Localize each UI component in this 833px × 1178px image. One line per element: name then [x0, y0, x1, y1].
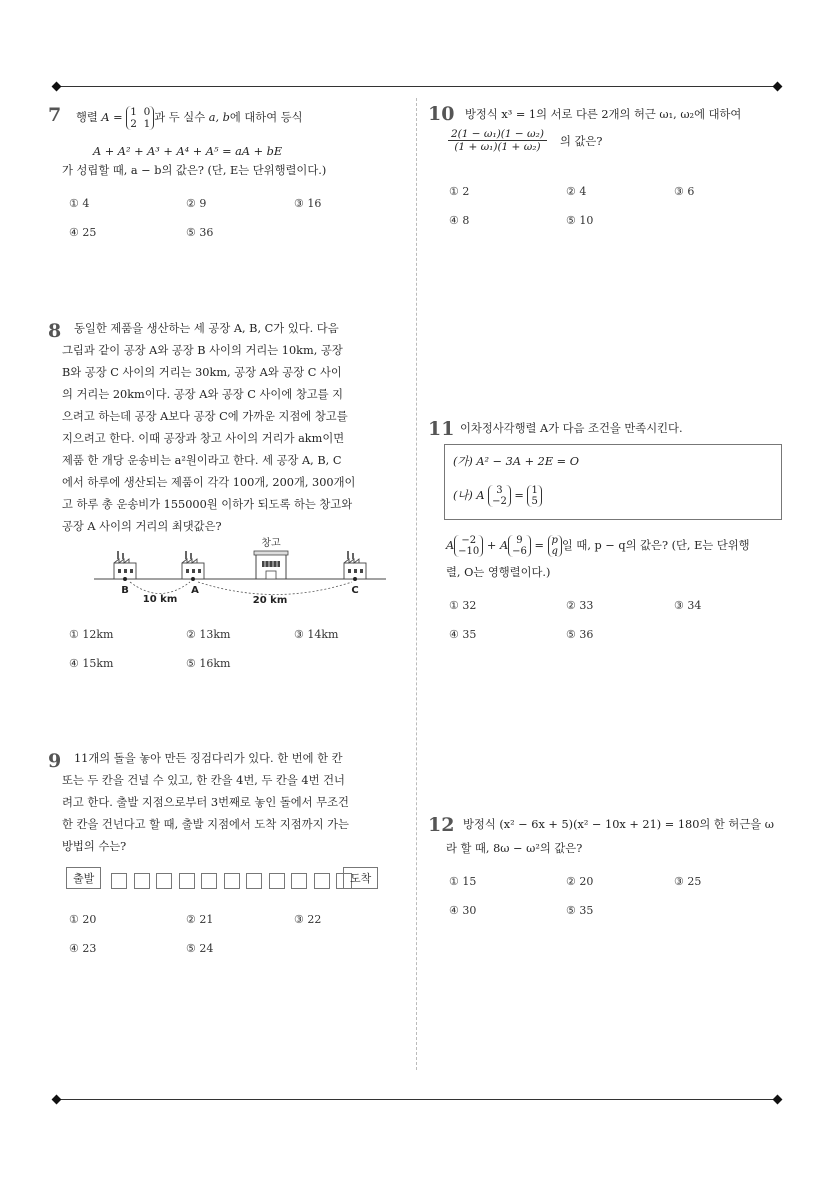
- question-text: A −2 −10 + A 9 −6 = p q 일 때, p − q의 값은? (단, E는 단위행: [446, 535, 750, 557]
- question-text: 방정식 x³ = 1의 서로 다른 2개의 허근 ω₁, ω₂에 대하여: [465, 108, 742, 121]
- factory-c-icon: [344, 551, 366, 579]
- point-c-label: C: [351, 585, 359, 596]
- choice-1[interactable]: ① 15: [449, 875, 477, 888]
- question-number: 10: [428, 103, 455, 125]
- stone-7: [246, 873, 262, 889]
- start-label: 출발: [66, 867, 101, 889]
- bottom-rule-left-dot: [52, 1095, 62, 1105]
- point-b-label: B: [121, 585, 129, 596]
- question-text: 방정식 (x² − 6x + 5)(x² − 10x + 21) = 180의 한 허근을 ω: [463, 818, 774, 831]
- warehouse-icon: [254, 551, 288, 579]
- vector-entry: 9: [516, 535, 523, 546]
- choice-5[interactable]: ⑤ 10: [566, 214, 594, 227]
- fraction: [448, 128, 547, 153]
- vector-entry: q: [551, 546, 558, 557]
- q8-line-4: 의 거리는 20km이다. 공장 A와 공장 C 사이에 창고를 지: [62, 388, 344, 401]
- factory-b-icon: [114, 551, 136, 579]
- question-text: [62, 318, 402, 538]
- choice-5[interactable]: ⑤ 36: [566, 628, 594, 641]
- stone-9: [291, 873, 307, 889]
- choice-3[interactable]: ③ 25: [674, 875, 702, 888]
- choice-2[interactable]: ② 33: [566, 599, 594, 612]
- q7-matrix-row2: 2 1: [130, 118, 151, 130]
- stone-10: [314, 873, 330, 889]
- q8-line-8: 에서 하루에 생산되는 제품이 각각 100개, 200개, 300개이: [62, 476, 356, 489]
- vector-entry: 5: [531, 496, 538, 507]
- q11-line2-tail: 일 때, p − q의 값은? (단, E는 단위행: [561, 539, 750, 552]
- q8-line-1: 동일한 제품을 생산하는 세 공장 A, B, C가 있다. 다음: [74, 322, 339, 335]
- distance-label-ac: 20 km: [252, 595, 288, 606]
- choice-4[interactable]: ④ 8: [449, 214, 470, 227]
- distance-arc-ba: [130, 582, 190, 594]
- choice-4[interactable]: ④ 35: [449, 628, 477, 641]
- question-text: [62, 748, 402, 858]
- stone-3: [156, 873, 172, 889]
- condition-a: (가) A² − 3A + 2E = O: [453, 455, 579, 468]
- choice-5[interactable]: ⑤ 35: [566, 904, 594, 917]
- q9-line-4: 한 칸을 건넌다고 할 때, 출발 지점에서 도착 지점까지 가는: [62, 818, 349, 831]
- question-text: 이차정사각행렬 A가 다음 조건을 만족시킨다.: [460, 422, 683, 435]
- q8-line-10: 공장 A 사이의 거리의 최댓값은?: [62, 520, 222, 533]
- condition-box: [444, 444, 782, 520]
- point-a-label: A: [191, 585, 199, 596]
- q7-line1c: 과 두 실수: [154, 111, 206, 124]
- choice-2[interactable]: ② 21: [186, 913, 214, 926]
- distance-label-ba: 10 km: [142, 594, 178, 605]
- fraction-denominator: (1 + ω₁)(1 + ω₂): [454, 141, 541, 153]
- vector-entry: −2: [492, 496, 507, 507]
- q7-line1e: 에 대하여 등식: [229, 111, 303, 124]
- factory-distance-figure: [90, 535, 390, 610]
- vector-1: [454, 535, 483, 557]
- q7-matrix: [126, 106, 154, 130]
- q9-line-5: 방법의 수는?: [62, 840, 127, 853]
- choice-3[interactable]: ③ 6: [674, 185, 695, 198]
- choice-1[interactable]: ① 32: [449, 599, 477, 612]
- question-text: 렬, O는 영행렬이다.): [446, 566, 551, 579]
- choice-3[interactable]: ③ 22: [294, 913, 322, 926]
- vector-entry: −10: [458, 546, 480, 557]
- condition-b: (나) A 3 −2 = 1 5: [453, 485, 542, 507]
- choice-5[interactable]: ⑤ 24: [186, 942, 214, 955]
- stone-8: [269, 873, 285, 889]
- fraction-expression: [448, 128, 602, 153]
- condition-b-label: (나) A: [453, 489, 485, 502]
- end-label: 도착: [343, 867, 378, 889]
- q8-line-9: 고 하루 총 운송비가 155000원 이하가 되도록 하는 창고와: [62, 498, 353, 511]
- equation: A + A² + A³ + A⁴ + A⁵ = aA + bE: [93, 145, 283, 158]
- choice-4[interactable]: ④ 25: [69, 226, 97, 239]
- q7-matrix-row1: 1 0: [130, 106, 151, 118]
- question-text: 가 성립할 때, a − b의 값은? (단, E는 단위행렬이다.): [62, 164, 327, 177]
- choice-3[interactable]: ③ 34: [674, 599, 702, 612]
- vector-3: [548, 535, 562, 557]
- question-number: 11: [428, 418, 455, 440]
- column-divider: [416, 98, 417, 1070]
- point-c-marker: [353, 577, 357, 581]
- factory-a-icon: [182, 551, 204, 579]
- condition-b-vector-left: [488, 485, 511, 507]
- question-text: [76, 106, 303, 130]
- choice-4[interactable]: ④ 23: [69, 942, 97, 955]
- stone-5: [201, 873, 217, 889]
- vector-entry: 1: [531, 485, 538, 496]
- q7-line1d: a, b: [208, 111, 230, 124]
- stone-1: [111, 873, 127, 889]
- choice-1[interactable]: ① 12km: [69, 628, 114, 641]
- bottom-rule: [56, 1099, 778, 1100]
- choice-4[interactable]: ④ 15km: [69, 657, 114, 670]
- choice-2[interactable]: ② 20: [566, 875, 594, 888]
- stone-2: [134, 873, 150, 889]
- vector-entry: −2: [461, 535, 477, 546]
- question-number: 12: [428, 814, 455, 836]
- choice-5[interactable]: ⑤ 16km: [186, 657, 231, 670]
- stepping-stones: [111, 870, 359, 889]
- top-rule: [56, 86, 778, 87]
- vector-entry: −6: [512, 546, 527, 557]
- choice-1[interactable]: ① 2: [449, 185, 470, 198]
- choice-2[interactable]: ② 13km: [186, 628, 231, 641]
- choice-2[interactable]: ② 9: [186, 197, 207, 210]
- choice-3[interactable]: ③ 16: [294, 197, 322, 210]
- distance-arc-ac: [198, 582, 352, 595]
- q10-line2: 의 값은?: [560, 134, 603, 148]
- point-b-marker: [123, 577, 127, 581]
- question-text: 라 할 때, 8ω − ω²의 값은?: [446, 842, 583, 855]
- q7-line1b: A =: [101, 111, 123, 124]
- stone-4: [179, 873, 195, 889]
- choice-1[interactable]: ① 20: [69, 913, 97, 926]
- top-rule-right-dot: [773, 82, 783, 92]
- question-number: 9: [48, 750, 62, 772]
- choice-5[interactable]: ⑤ 36: [186, 226, 214, 239]
- question-number: 7: [48, 104, 62, 126]
- q9-line-2: 또는 두 칸을 건널 수 있고, 한 칸을 4번, 두 칸을 4번 건너: [62, 774, 345, 787]
- vector-entry: 3: [496, 485, 503, 496]
- q8-line-5: 으려고 하는데 공장 A보다 공장 C에 가까운 지점에 창고를: [62, 410, 348, 423]
- bottom-rule-right-dot: [773, 1095, 783, 1105]
- top-rule-left-dot: [52, 82, 62, 92]
- q8-line-6: 지으려고 한다. 이때 공장과 창고 사이의 거리가 akm이면: [62, 432, 345, 445]
- choice-4[interactable]: ④ 30: [449, 904, 477, 917]
- choice-1[interactable]: ① 4: [69, 197, 90, 210]
- q8-line-2: 그림과 같이 공장 A와 공장 B 사이의 거리는 10km, 공장: [62, 344, 343, 357]
- question-number: 8: [48, 320, 62, 342]
- q9-line-1: 11개의 돌을 놓아 만든 징검다리가 있다. 한 번에 한 칸: [74, 752, 343, 765]
- q8-line-3: B와 공장 C 사이의 거리는 30km, 공장 A와 공장 C 사이: [62, 366, 342, 379]
- warehouse-label: 창고: [261, 538, 281, 549]
- condition-b-vector-right: [527, 485, 541, 507]
- stone-6: [224, 873, 240, 889]
- point-a-marker: [191, 577, 195, 581]
- q8-line-7: 제품 한 개당 운송비는 a²원이라고 한다. 세 공장 A, B, C: [62, 454, 342, 467]
- vector-entry: p: [551, 535, 558, 546]
- vector-2: [508, 535, 531, 557]
- fraction-numerator: 2(1 − ω₁)(1 − ω₂): [448, 128, 547, 141]
- choice-3[interactable]: ③ 14km: [294, 628, 339, 641]
- q7-line1a: 행렬: [76, 111, 98, 124]
- choice-2[interactable]: ② 4: [566, 185, 587, 198]
- q9-line-3: 려고 한다. 출발 지점으로부터 3번째로 놓인 돌에서 무조건: [62, 796, 349, 809]
